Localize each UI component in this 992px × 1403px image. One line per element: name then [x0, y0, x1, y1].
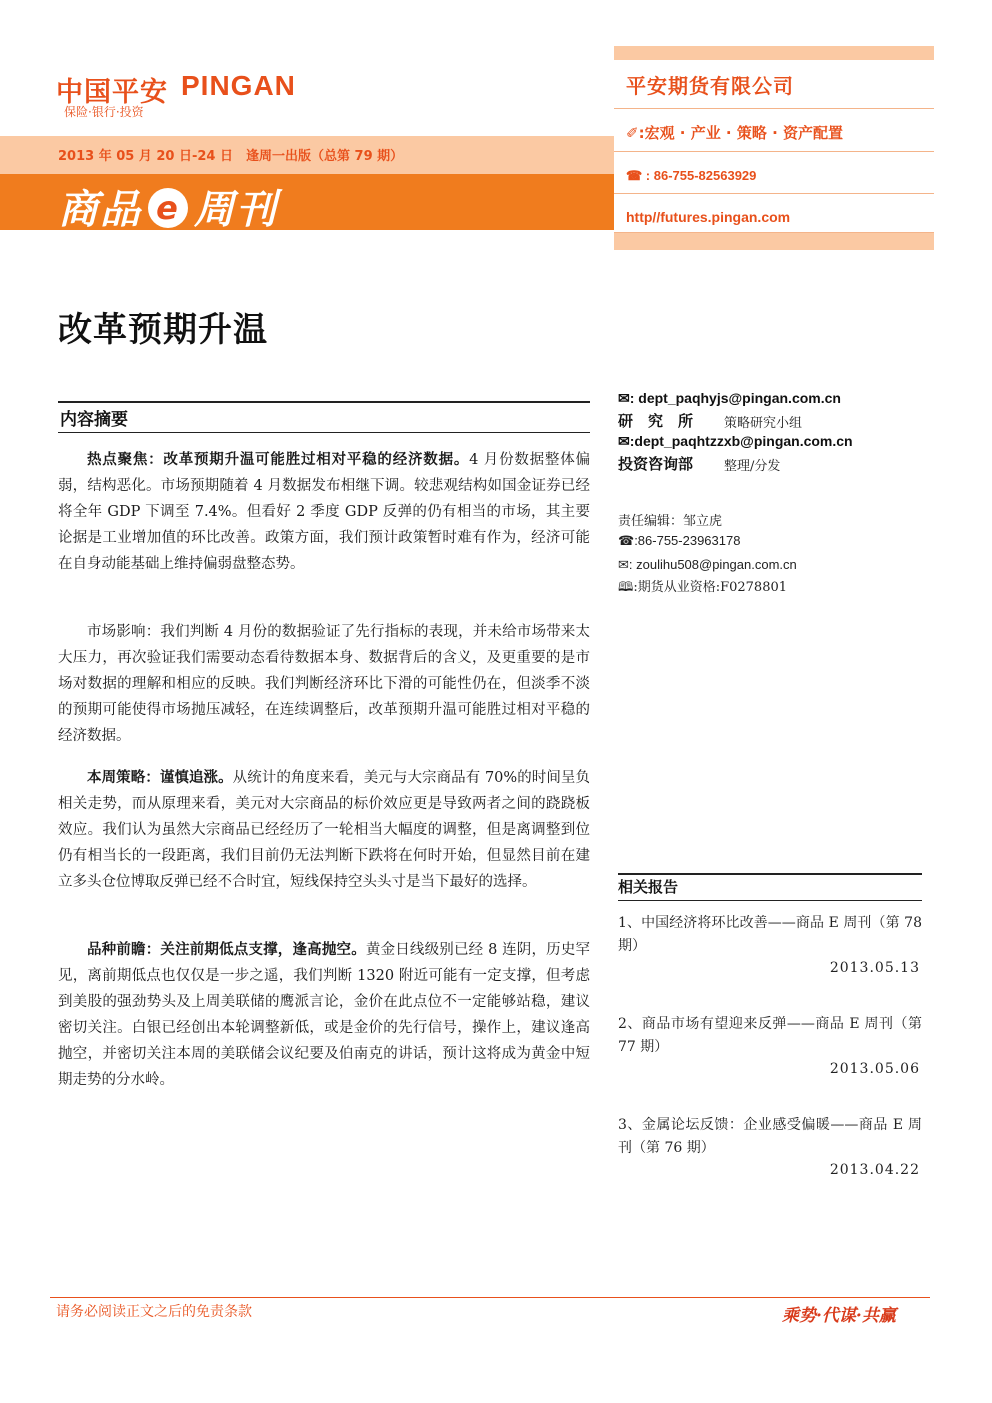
related-report-3-date: 2013.04.22	[829, 1162, 920, 1178]
brand-logo-en: PINGAN	[181, 70, 296, 101]
editor-phone: ☎:86-755-23963178	[618, 533, 741, 548]
related-report-2-date: 2013.05.06	[829, 1061, 920, 1077]
issue-date: 2013 年 05 月 20 日-24 日 逢周一出版（总第 79 期）	[58, 149, 404, 164]
summary-heading: 内容摘要	[60, 410, 128, 430]
paragraph-market-impact-text: 市场影响：我们判断 4 月份的数据验证了先行指标的表现，并未给市场带来太大压力，再次验证我们需要动态看待数据本身、数据背后的含义，及更重要的是市场对数据的理解和相应的反映。我们判断经济环比下滑的可能性仍在，但淡季不淡的预期可能使得市场抛压减轻，在连续调整后，改革预期升温可能胜过相对平稳的经济数据。	[58, 624, 590, 744]
related-report-1[interactable]: 1、中国经济将环比改善——商品 E 周刊（第 78 期）	[618, 915, 922, 954]
paragraph-hot-focus-lead: 热点聚焦：改革预期升温可能胜过相对平稳的经济数据。	[87, 452, 470, 468]
related-bottom-rule	[618, 900, 922, 901]
masthead-left: 商品	[58, 187, 142, 233]
paragraph-hot-focus-text: 4 月份数据整体偏弱，结构恶化。市场预期随着 4 月数据发布相继下调。较悲观结构如国金证券已经将全年 GDP 下调至 7.4%。但看好 2 季度 GDP 反弹的仍有相当的市场，其主要论据是工业增加值的环比改善。政策方面，我们预计政策暂时难有作为，经济可能在自身动能基础上维持偏弱盘整态势。	[58, 452, 590, 572]
footer-disclaimer[interactable]: 请务必阅读正文之后的免责条款	[56, 1304, 252, 1320]
masthead-e-icon: e	[148, 188, 188, 228]
research-dept: 研 究 所	[618, 412, 694, 430]
company-phone: ☎ : 86-755-82563929	[626, 168, 757, 183]
research-email[interactable]: ✉: dept_paqhyjs@pingan.com.cn	[618, 390, 841, 406]
footer-rule	[50, 1297, 930, 1298]
editor-name: 责任编辑：邹立虎	[618, 514, 723, 529]
summary-top-rule	[58, 401, 590, 403]
masthead	[58, 178, 278, 235]
related-heading: 相关报告	[618, 878, 679, 896]
paragraph-hot-focus	[58, 447, 590, 577]
advisory-dept-sub: 整理/分发	[724, 459, 781, 474]
related-top-rule	[618, 873, 922, 875]
paragraph-strategy-text: 从统计的角度来看，美元与大宗商品有 70%的时间呈负相关走势，而从原理来看，美元对大宗商品的标价效应更是导致两者之间的跷跷板效应。我们认为虽然大宗商品已经经历了一轮相当大幅度的调整，但是离调整到位仍有相当长的一段距离，我们目前仍无法判断下跌将在何时开始，但显然目前在建立多头仓位博取反弹已经不合时宜，短线保持空头头寸是当下最好的选择。	[58, 770, 590, 890]
brand-tagline: 保险·银行·投资	[64, 105, 144, 119]
related-report-1-date: 2013.05.13	[829, 960, 920, 976]
paragraph-strategy-lead: 本周策略：谨慎追涨。	[87, 770, 233, 786]
advisory-email[interactable]: ✉:dept_paqhtzzxb@pingan.com.cn	[618, 433, 853, 449]
summary-bottom-rule	[58, 432, 590, 433]
paragraph-strategy	[58, 765, 590, 895]
editor-license: 🕮:期货从业资格:F0278801	[618, 580, 788, 595]
paragraph-market-impact	[58, 619, 590, 749]
company-url[interactable]: http//futures.pingan.com	[626, 209, 791, 225]
advisory-dept: 投资咨询部	[618, 455, 694, 473]
footer-motto: 乘势·代谋·共赢	[782, 1306, 896, 1326]
paragraph-outlook-lead: 品种前瞻：关注前期低点支撑，逢高抛空。	[87, 942, 366, 958]
editor-email[interactable]: ✉: zoulihu508@pingan.com.cn	[618, 557, 797, 572]
company-slogan: ✐:宏观 · 产业 · 策略 · 资产配置	[626, 124, 843, 142]
paragraph-outlook-text: 黄金日线级别已经 8 连阴，历史罕见，离前期低点也仅仅是一步之遥，我们判断 1320 附近可能有一定支撑，但考虑到美股的强劲势头及上周美联储的鹰派言论，金价在此点位不一定能够站稳，建议密切关注。白银已经创出本轮调整新低，或是金价的先行信号，操作上，建议逢高抛空，并密切关注本周的美联储会议纪要及伯南克的讲话，预计这将成为黄金中短期走势的分水岭。	[58, 942, 591, 1088]
company-name: 平安期货有限公司	[626, 74, 794, 98]
masthead-right: 周刊	[194, 187, 278, 233]
related-report-3[interactable]: 3、金属论坛反馈：企业感受偏暖——商品 E 周刊（第 76 期）	[618, 1117, 922, 1156]
research-dept-sub: 策略研究小组	[724, 416, 803, 431]
brand-logo-cn: 中国平安	[56, 77, 168, 108]
related-report-2[interactable]: 2、商品市场有望迎来反弹——商品 E 周刊（第 77 期）	[618, 1016, 922, 1055]
paragraph-outlook	[58, 937, 590, 1093]
page-title: 改革预期升温	[58, 310, 268, 350]
